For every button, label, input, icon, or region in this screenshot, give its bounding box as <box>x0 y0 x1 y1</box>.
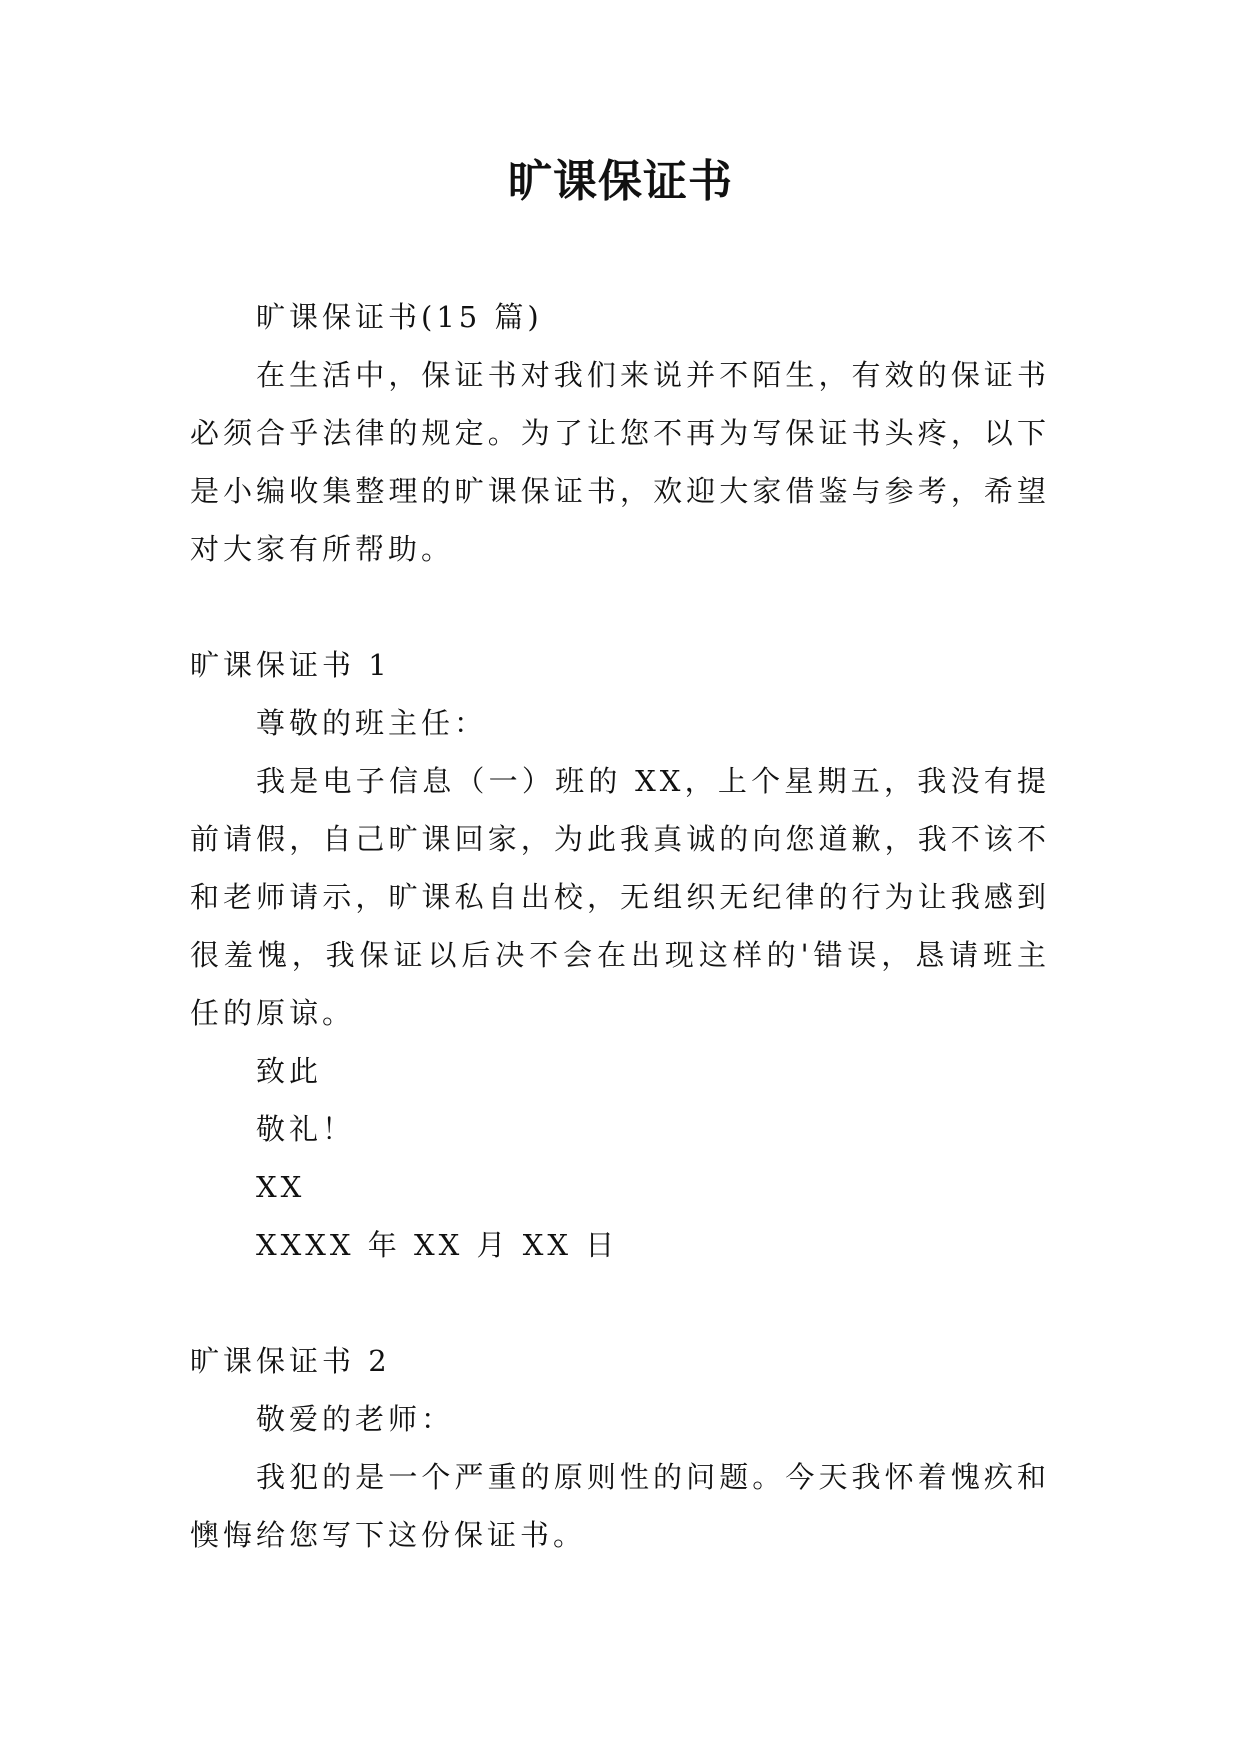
letter-1-salutation: 尊敬的班主任： <box>256 706 488 740</box>
document-content <box>190 288 1050 1564</box>
letter-1-signature: XX <box>256 1170 306 1204</box>
letter-1-body: 我是电子信息（一）班的 XX，上个星期五，我没有提前请假，自己旷课回家，为此我真诚的向您道歉，我不该不和老师请示，旷课私自出校，无组织无纪律的行为让我感到很羞愧，我保证以后决不会在出现这样的'错误，恳请班主任的原谅。 <box>190 764 1050 1030</box>
section-spacer <box>190 578 1050 636</box>
intro-heading: 旷课保证书(15 篇) <box>256 300 543 334</box>
letter-1-date: XXXX 年 XX 月 XX 日 <box>256 1228 619 1262</box>
intro-paragraph: 在生活中，保证书对我们来说并不陌生，有效的保证书必须合乎法律的规定。为了让您不再为写保证书头疼，以下是小编收集整理的旷课保证书，欢迎大家借鉴与参考，希望对大家有所帮助。 <box>190 358 1050 566</box>
letter-1-closing-2: 敬礼！ <box>256 1112 356 1146</box>
letter-2-salutation: 敬爱的老师： <box>256 1402 455 1436</box>
letter-1-heading: 旷课保证书 1 <box>190 648 391 682</box>
letter-2-heading: 旷课保证书 2 <box>190 1344 391 1378</box>
section-spacer <box>190 1274 1050 1332</box>
letter-2-body: 我犯的是一个严重的原则性的问题。今天我怀着愧疚和懊悔给您写下这份保证书。 <box>190 1460 1050 1552</box>
letter-1-closing-1: 致此 <box>256 1054 323 1088</box>
document-title: 旷课保证书 <box>508 156 733 207</box>
